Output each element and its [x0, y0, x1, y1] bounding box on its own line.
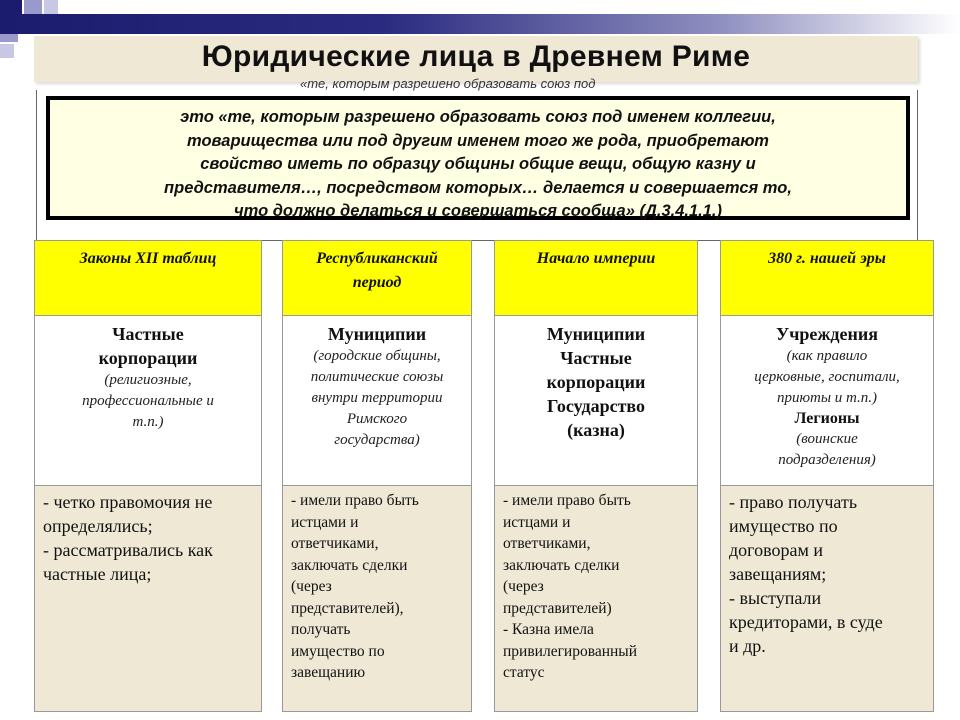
column-points: [282, 486, 472, 712]
entity-name: Частные: [112, 324, 184, 344]
column-points: [494, 486, 698, 712]
entity-note: церковные, госпитали,: [754, 369, 900, 385]
point-line: ответчиками,: [503, 535, 591, 552]
quote-line: товарищества или под другим именем того же рода, приобретают: [187, 131, 769, 150]
ghost-quote-text: «те, которым разрешено образовать союз под: [300, 76, 596, 91]
point-line: частные лица;: [43, 564, 152, 584]
entity-note: внутри территории: [311, 390, 443, 406]
column-twelve-tables: [34, 240, 262, 712]
entity-note: (городские общины,: [313, 348, 441, 364]
point-line: привилегированный: [503, 642, 638, 660]
column-header-text: Начало империи: [536, 250, 656, 267]
entity-note: (религиозные,: [104, 372, 192, 388]
entity-name: корпорации: [546, 372, 646, 392]
entity-note: (как правило: [786, 348, 868, 364]
point-line: договорам и: [729, 540, 823, 560]
column-header: [34, 240, 262, 316]
point-line: получать: [291, 621, 351, 638]
point-line: представителей): [503, 599, 612, 617]
point-line: - Казна имела: [503, 621, 594, 638]
point-line: имущество по: [729, 516, 838, 536]
column-entities: [34, 316, 262, 486]
entity-note: (воинские: [796, 431, 858, 447]
column-380-ad: [720, 240, 934, 712]
page-title: Юридические лица в Древнем Риме: [201, 40, 751, 73]
point-line: кредиторами, в суде: [729, 612, 883, 632]
column-points: [720, 486, 934, 712]
point-line: ответчиками,: [291, 535, 379, 552]
column-entities: [494, 316, 698, 486]
column-header: [494, 240, 698, 316]
entity-note: подразделения): [778, 452, 876, 468]
column-entities: [720, 316, 934, 486]
point-line: (через: [291, 578, 332, 595]
point-line: заключать сделки: [291, 556, 408, 574]
entity-name: Учреждения: [776, 324, 878, 344]
point-line: истцами и: [291, 513, 359, 531]
entity-note: т.п.): [132, 414, 164, 430]
point-line: представителей),: [291, 599, 404, 617]
entity-name: Муниципии: [327, 324, 427, 344]
entity-name: (казна): [567, 420, 625, 440]
point-line: завещаниям;: [729, 564, 827, 584]
column-republican-period: [282, 240, 472, 712]
entity-name: корпорации: [98, 348, 198, 368]
point-line: - четко правомочия не: [43, 492, 213, 512]
column-header: [282, 240, 472, 316]
point-line: - право получать: [729, 492, 858, 512]
decor-square: [44, 0, 58, 14]
point-line: статус: [503, 664, 545, 681]
entity-name: Частные: [560, 348, 632, 368]
entity-name: Государство: [546, 396, 646, 416]
decor-square: [0, 44, 14, 58]
column-header: [720, 240, 934, 316]
entity-name: Муниципии: [546, 324, 646, 344]
point-line: - имели право быть: [503, 492, 631, 509]
entity-note: государства): [334, 432, 420, 448]
point-line: (через: [503, 578, 544, 595]
column-header-text: 380 г. нашей эры: [768, 250, 886, 267]
header-band: [0, 14, 960, 34]
column-points: [34, 486, 262, 712]
point-line: имущество по: [291, 642, 385, 660]
quote-line: это «те, которым разрешено образовать союз под именем коллегии,: [180, 108, 776, 126]
entity-note: профессиональные и: [82, 393, 214, 409]
column-header-text: Законы XII таблиц: [79, 250, 217, 267]
point-line: завещанию: [291, 664, 366, 681]
point-line: и др.: [729, 636, 766, 656]
point-line: истцами и: [503, 513, 571, 531]
quote-line: свойство иметь по образцу общины общие вещи, общую казну и: [200, 155, 756, 173]
point-line: заключать сделки: [503, 556, 620, 574]
point-line: - выступали: [729, 588, 822, 608]
entity-note: Римского: [346, 411, 408, 427]
point-line: - имели право быть: [291, 492, 419, 509]
entity-note: политические союзы: [310, 369, 444, 385]
column-header-text: период: [352, 274, 402, 291]
entity-name: Легионы: [794, 410, 860, 427]
column-header-text: Республиканский: [316, 250, 438, 267]
point-line: определялись;: [43, 516, 153, 536]
column-early-empire: [494, 240, 698, 712]
quote-line: что должно делаться и совершаться сообща» (Д.3.4.1.1.): [234, 202, 722, 220]
point-line: - рассматривались как: [43, 540, 213, 560]
quote-line: представителя…, посредством которых… делается и совершается то,: [164, 178, 792, 197]
column-entities: [282, 316, 472, 486]
definition-quote: [46, 96, 910, 220]
entity-note: приюты и т.п.): [776, 390, 878, 406]
